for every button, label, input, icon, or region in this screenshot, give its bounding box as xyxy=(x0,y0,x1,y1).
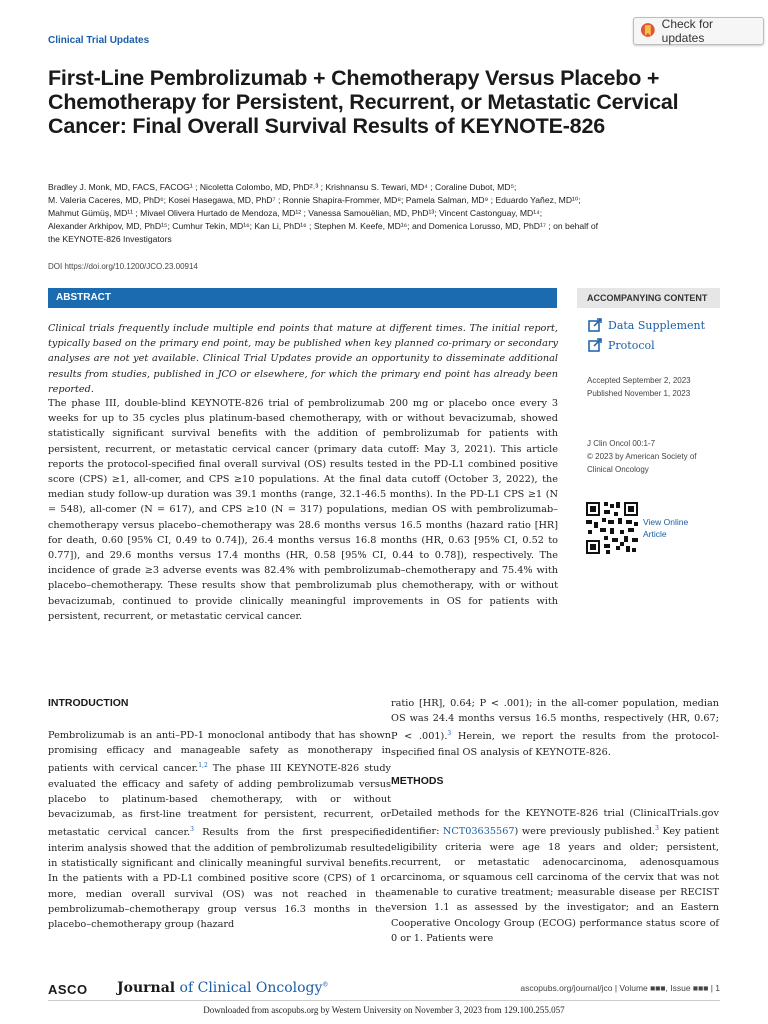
text-run: ) were previously published. xyxy=(514,826,656,838)
view-online-label: Article xyxy=(643,529,667,539)
footer-volume-info: ascopubs.org/journal/jco | Volume ■■■, Issue ■■■ | 1 xyxy=(520,983,720,993)
data-supplement-label: Data Supplement xyxy=(608,318,706,332)
introduction-paragraph-continued xyxy=(391,696,719,760)
publication-dates xyxy=(587,374,691,400)
check-updates-button[interactable] xyxy=(633,17,764,45)
author-line: Bradley J. Monk, MD, FACS, FACOG¹ ; Nicoletta Colombo, MD, PhD²˒³ ; Krishnansu S. Tewari, MD⁴ ; Coraline Dubot, MD⁵; xyxy=(48,182,517,192)
accompanying-content-heading: ACCOMPANYING CONTENT xyxy=(577,288,720,308)
article-title: First-Line Pembrolizumab + Chemotherapy Versus Placebo + Chemotherapy for Persistent, Recurrent, or Metastatic Cervical Cancer: Final Overall Survival Results of KEYNOTE-826 xyxy=(48,66,679,138)
journal-word: Journal xyxy=(117,980,176,996)
journal-name: of Clinical Oncology xyxy=(175,980,323,996)
author-line: Alexander Arkhipov, MD, PhD¹⁵; Cumhur Tekin, MD¹⁶; Kan Li, PhD¹⁶ ; Stephen M. Keefe, MD¹⁶; and Domenica Lorusso, MD, PhD¹⁷ ; on behalf of xyxy=(48,221,599,232)
external-link-icon xyxy=(588,338,602,352)
view-online-label: View Online xyxy=(643,517,689,527)
methods-paragraph xyxy=(391,806,719,946)
text-run: ratio [HR], 0.64; P < .001); in the all-comer population, median OS was 24.4 months versus 16.5 months, respectively (HR, 0.67; P < .001). xyxy=(391,698,719,743)
qr-code-icon[interactable] xyxy=(586,502,638,554)
reference-link[interactable]: 3 xyxy=(190,826,194,834)
text-run: Key patient eligibility criteria were age 18 years and older; persistent, recurrent, or metastatic adenocarcinoma, adenosquamous carcinoma, or squamous cell carcinoma of the cervix that was not amenable to curative treatment; measurable disease per RECIST version 1.1 as assessed by the investigator; and an Eastern Cooperative Oncology Group (ECOG) performance status score of 0 or 1. Patients were xyxy=(391,826,719,944)
footer-divider xyxy=(48,1000,720,1001)
nct-link[interactable]: NCT03635567 xyxy=(442,826,515,838)
introduction-heading: INTRODUCTION xyxy=(48,697,129,709)
reference-link[interactable]: 3 xyxy=(447,730,452,738)
check-updates-label: Check for updates xyxy=(661,17,714,45)
view-online-link[interactable] xyxy=(643,516,688,540)
introduction-paragraph xyxy=(48,728,391,932)
text-run: Pembrolizumab is an anti–PD-1 monoclonal antibody that has shown promising efficacy and manageable safety as monotherapy in patients with cervical cancer. xyxy=(48,730,391,775)
methods-heading: METHODS xyxy=(391,775,444,787)
copyright: Clinical Oncology xyxy=(587,465,649,474)
abstract-body: The phase III, double-blind KEYNOTE-826 trial of pembrolizumab 200 mg or placebo once every 3 weeks for up to 35 cycles plus platinum-based chemotherapy, with or without bevacizumab, showed statistically significant survival benefits with the addition of pembrolizumab for patients with persistent, recurrent, or metastatic cervical cancer (primary data cutoff: May 3, 2021). This article reports the protocol-specified final overall survival (OS) results tested in the PD-L1 combined positive score (CPS) ≥1, all-comer, and CPS ≥10 populations. At the final data cutoff (October 3, 2022), the median study follow-up duration was 39.1 months (range, 32.1-46.5 months). In the PD-L1 CPS ≥1 (N = 548), all-comer (N = 617), and CPS ≥10 (N = 317) populations, median OS with pembrolizumab–chemotherapy versus placebo–chemotherapy was 28.6 months versus 16.5 months (hazard ratio [HR] for death, 0.60 [95% CI, 0.49 to 0.74]), 26.4 months versus 16.8 months (HR, 0.63 [95% CI, 0.52 to 0.77]), and 29.6 months versus 17.4 months (HR, 0.58 [95% CI, 0.44 to 0.78]), respectively. The incidence of grade ≥3 adverse events was 82.4% with pembrolizumab–chemotherapy and 75.4% with placebo–chemotherapy. These results show that pembrolizumab plus chemotherapy, with or without bevacizumab, continued to provide clinically meaningful improvements in OS for patients with persistent, recurrent, or metastatic cervical cancer. xyxy=(48,398,558,622)
text-run: Detailed methods for the KEYNOTE-826 trial (ClinicalTrials.gov identifier: xyxy=(391,808,719,838)
data-supplement-link[interactable] xyxy=(588,318,705,332)
external-link-icon xyxy=(588,318,602,332)
text-run: Herein, we report the results from the protocol-specified final OS analysis of KEYNOTE-826. xyxy=(391,731,719,758)
reference-link[interactable]: 1,2 xyxy=(198,762,208,770)
download-notice: Downloaded from ascopubs.org by Western University on November 3, 2023 from 129.100.255.057 xyxy=(203,1005,565,1015)
abstract-intro: Clinical trials frequently include multiple end points that mature at different times. The initial report, typically based on the primary end point, may be published when key planned co-primary or secondary analyses are not yet available. Clinical Trial Updates provide an opportunity to disseminate additional results from studies, published in JCO or elsewhere, for which the primary end point has already been reported. xyxy=(48,323,558,395)
copyright: © 2023 by American Society of xyxy=(587,452,697,461)
author-list xyxy=(48,181,713,246)
author-line: the KEYNOTE-826 Investigators xyxy=(48,234,172,245)
section-label: Clinical Trial Updates xyxy=(48,35,150,46)
accepted-date: Accepted September 2, 2023 xyxy=(587,376,691,385)
protocol-label: Protocol xyxy=(608,338,655,352)
protocol-link[interactable] xyxy=(588,338,655,352)
reference-link[interactable]: 3 xyxy=(655,825,659,833)
registered-mark: ® xyxy=(322,981,329,989)
text-run: The phase III KEYNOTE-826 study evaluated the efficacy and safety of adding pembrolizumab versus placebo to platinum-based chemotherapy, with or without bevacizumab, as first-line treatment for persistent, recurrent, or metastatic cervical cancer. xyxy=(48,763,391,839)
citation: J Clin Oncol 00:1-7 xyxy=(587,439,656,448)
author-line: Mahmut Gümüş, MD¹¹ ; Mivael Olivera Hurtado de Mendoza, MD¹² ; Vanessa Samouëlian, MD, PhD¹³; Vincent Castonguay, MD¹⁴; xyxy=(48,208,543,219)
citation-block xyxy=(587,437,697,476)
bookmark-icon xyxy=(640,22,656,40)
author-line: M. Valeria Caceres, MD, PhD⁶; Kosei Hasegawa, MD, PhD⁷ ; Ronnie Shapira-Frommer, MD⁸; Pamela Salman, MD⁹ ; Eduardo Yañez, MD¹⁰; xyxy=(48,195,581,206)
journal-logo xyxy=(117,980,328,996)
published-date: Published November 1, 2023 xyxy=(587,389,691,398)
doi-link[interactable]: DOI https://doi.org/10.1200/JCO.23.00914 xyxy=(48,262,198,271)
text-run: Results from the first prespecified interim analysis showed that the addition of pembrolizumab resulted in statistically significant and clinically meaningful survival benefits. In the patients with a PD-L1 combined positive score (CPS) of 1 or more, median overall survival (OS) was not reached in the pembrolizumab–chemotherapy group versus 16.3 months in the placebo–chemotherapy group (hazard xyxy=(48,827,391,930)
asco-logo: ASCO xyxy=(48,982,88,997)
abstract-heading: ABSTRACT xyxy=(48,288,557,308)
